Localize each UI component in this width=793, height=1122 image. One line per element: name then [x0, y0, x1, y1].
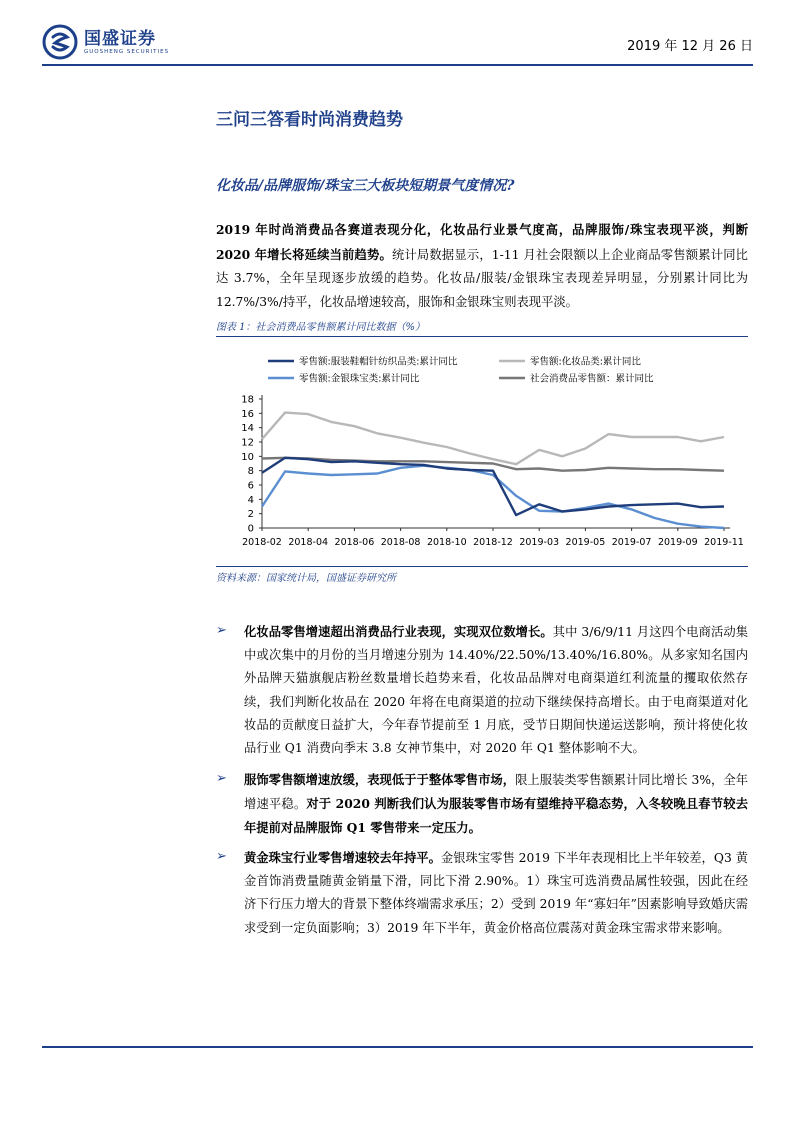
x-tick-label: 2019-03 — [519, 537, 560, 548]
x-tick-label: 2019-11 — [704, 537, 744, 548]
y-tick-label: 10 — [241, 451, 254, 463]
bullet-apparel-bold2: 对于 2020 判断我们认为服装零售市场有望维持平稳态势，入冬较晚且春节较去年提前对品牌服饰 Q1 零售带来一定压力。 — [244, 796, 748, 836]
bullet-arrow-icon: ➢ — [216, 623, 227, 638]
bullet-arrow-icon: ➢ — [216, 849, 227, 864]
y-tick-label: 6 — [247, 480, 254, 492]
section-subtitle: 化妆品/品牌服饰/珠宝三大板块短期景气度情况? — [216, 178, 515, 194]
intro-text: 统计局数据显示，1-11 月社会限额以上企业商品零售额累计同比达 3.7%，全年呈现逐步放缓的趋势。化妆品/服装/金银珠宝表现差异明显，分别累计同比为 12.7%/3%/持平，化妆品增速较高，服饰和金银珠宝则表现平淡。 — [216, 247, 748, 309]
y-tick-label: 0 — [247, 523, 254, 535]
guosheng-logo-icon — [42, 24, 78, 60]
logo-text — [84, 29, 169, 55]
bullet-jewelry — [244, 846, 748, 940]
x-tick-label: 2019-09 — [657, 537, 698, 548]
y-tick-label: 18 — [241, 394, 254, 406]
footer-rule — [42, 1046, 753, 1048]
logo-name-cn: 国盛证券 — [84, 29, 156, 49]
bullet-jewelry-text: 金银珠宝零售 2019 下半年表现相比上半年较差，Q3 黄金首饰消费量随黄金销量下滑，同比下滑 2.90%。1）珠宝可选消费品属性较强，因此在经济下行压力增大的背景下整体终端需求承压；2）受到 2019 年“寡妇年”因素影响导致婚庆需求受到一定负面影响；3）2019 年下半年，黄金价格高位震荡对黄金珠宝需求带来影响。 — [244, 851, 748, 935]
header-rule — [42, 64, 753, 66]
logo-name-en: GUOSHENG SECURITIES — [84, 49, 170, 55]
bullet-apparel-text: 限上服装类零售额累计同比增长 3%，全年增速平稳。 — [244, 773, 748, 812]
company-logo — [42, 24, 169, 60]
legend-label-0: 零售额:服装鞋帽针纺织品类:累计同比 — [299, 356, 458, 368]
caption-rule — [216, 336, 748, 337]
bullet-apparel — [244, 768, 748, 841]
y-tick-label: 12 — [241, 437, 254, 449]
x-tick-label: 2018-12 — [473, 537, 513, 548]
y-tick-label: 8 — [247, 466, 254, 478]
bullet-jewelry-bold: 黄金珠宝行业零售增速较去年持平。 — [244, 850, 441, 865]
legend-label-3: 社会消费品零售额：累计同比 — [530, 373, 654, 385]
intro-bold: 2019 年时尚消费品各赛道表现分化，化妆品行业景气度高，品牌服饰/珠宝表现平淡，判断 2020 年增长将延续当前趋势。 — [216, 222, 748, 262]
section-title: 三问三答看时尚消费趋势 — [216, 110, 403, 130]
x-tick-label: 2018-08 — [380, 537, 421, 548]
retail-sales-line-chart — [216, 340, 748, 562]
figure-caption: 图表 1：社会消费品零售额累计同比数据（%） — [216, 322, 426, 333]
intro-paragraph — [216, 218, 748, 314]
x-tick-label: 2019-07 — [611, 537, 652, 548]
x-tick-label: 2018-10 — [426, 537, 467, 548]
figure-source: 资料来源：国家统计局，国盛证券研究所 — [216, 573, 396, 584]
series-line-2 — [262, 466, 724, 528]
legend-label-1: 零售额:化妆品类:累计同比 — [530, 356, 641, 368]
bullet-cosmetics-bold: 化妆品零售增速超出消费品行业表现，实现双位数增长。 — [244, 624, 553, 639]
page-header — [42, 22, 753, 62]
bullet-cosmetics-text: 其中 3/6/9/11 月这四个电商活动集中或次集中的月份的当月增速分别为 14.40%/22.50%/13.40%/16.80%。从多家知名国内外品牌天猫旗舰店粉丝数量增长趋势来看，化妆品品牌对电商渠道红利流量的攫取依然存续，我们判断化妆品在 2020 年将在电商渠道的拉动下继续保持高增长。由于电商渠道对化妆品的贡献度日益扩大，今年春节提前至 1 月底，受节日期间快递运送影响，预计将使化妆品行业 Q1 消费向季末 3.8 女神节集中，对 2020 年 Q1 整体影响不大。 — [244, 625, 748, 756]
source-rule — [216, 566, 748, 567]
y-tick-label: 16 — [241, 408, 254, 420]
chart-series — [262, 413, 724, 528]
legend-label-2: 零售额:金银珠宝类:累计同比 — [299, 373, 420, 385]
series-line-0 — [262, 458, 724, 515]
y-tick-label: 4 — [247, 494, 254, 506]
x-tick-label: 2018-02 — [242, 537, 282, 548]
bullet-cosmetics — [244, 620, 748, 760]
x-tick-label: 2018-04 — [288, 537, 329, 548]
y-tick-label: 14 — [241, 423, 254, 435]
x-tick-label: 2018-06 — [334, 537, 375, 548]
bullet-apparel-bold: 服饰零售额增速放缓，表现低于于整体零售市场， — [244, 772, 516, 787]
bullet-arrow-icon: ➢ — [216, 771, 227, 786]
chart-legend — [268, 356, 654, 385]
x-tick-label: 2019-05 — [565, 537, 606, 548]
series-line-1 — [262, 413, 724, 465]
y-tick-label: 2 — [247, 509, 254, 521]
report-date: 2019 年 12 月 26 日 — [627, 39, 753, 54]
